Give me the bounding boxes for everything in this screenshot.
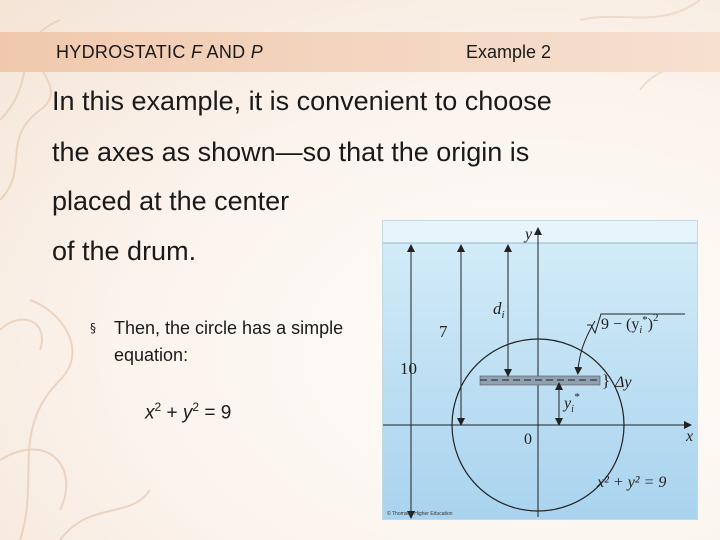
example-label: Example 2 — [466, 42, 552, 62]
delta-y-label: Δy — [615, 374, 632, 391]
body-line-1: In this example, it is convenient to choose — [52, 86, 552, 116]
y-axis-label: y — [525, 226, 533, 243]
eq-x-exp: 2 — [154, 400, 162, 414]
eq-y-exp: 2 — [192, 400, 200, 414]
body-line-4: of the drum. — [52, 236, 197, 266]
drum-diagram — [383, 221, 697, 519]
title-p: P — [250, 42, 264, 62]
sqrt-expr-sub: i — [639, 325, 643, 336]
label-di-main: d — [493, 299, 502, 318]
body-line-3: placed at the center — [52, 186, 290, 216]
circle-equation-label: x² + y² = 9 — [597, 474, 667, 491]
sqrt-expr-end: ) — [647, 316, 653, 333]
yi-star-sup: * — [573, 391, 580, 403]
bullet-text: Then, the circle has a simple equation: — [114, 318, 344, 365]
body-line-2: the axes as shown—so that the origin is — [52, 137, 530, 167]
copyright-text: © Thomson Higher Education — [387, 511, 453, 517]
origin-label: 0 — [524, 431, 532, 448]
sqrt-expr-sup: * — [642, 314, 648, 326]
eq-x: x — [145, 402, 155, 424]
eq-equals: = 9 — [204, 402, 232, 424]
label-di-sub: i — [501, 309, 505, 321]
sqrt-expr-exp: 2 — [652, 312, 659, 324]
label-7: 7 — [439, 322, 448, 341]
yi-star-main: y — [564, 395, 572, 412]
circle-equation — [145, 400, 231, 424]
sqrt-expression — [601, 312, 658, 336]
title-and: AND — [202, 42, 251, 62]
label-10: 10 — [400, 359, 417, 378]
bullet-item — [90, 315, 350, 369]
x-axis-label: x — [686, 428, 694, 445]
drum-figure — [382, 220, 698, 520]
eq-y: y — [182, 402, 193, 424]
sqrt-expr-main: 9 − (y — [601, 316, 640, 333]
eq-plus: + — [166, 402, 178, 424]
title-prefix: HYDROSTATIC — [56, 42, 191, 62]
yi-star-sub: i — [571, 404, 574, 415]
strip-brace: } — [602, 371, 611, 390]
bullet-icon: § — [90, 321, 96, 335]
title-f: F — [190, 42, 203, 62]
slide-title — [56, 42, 263, 63]
